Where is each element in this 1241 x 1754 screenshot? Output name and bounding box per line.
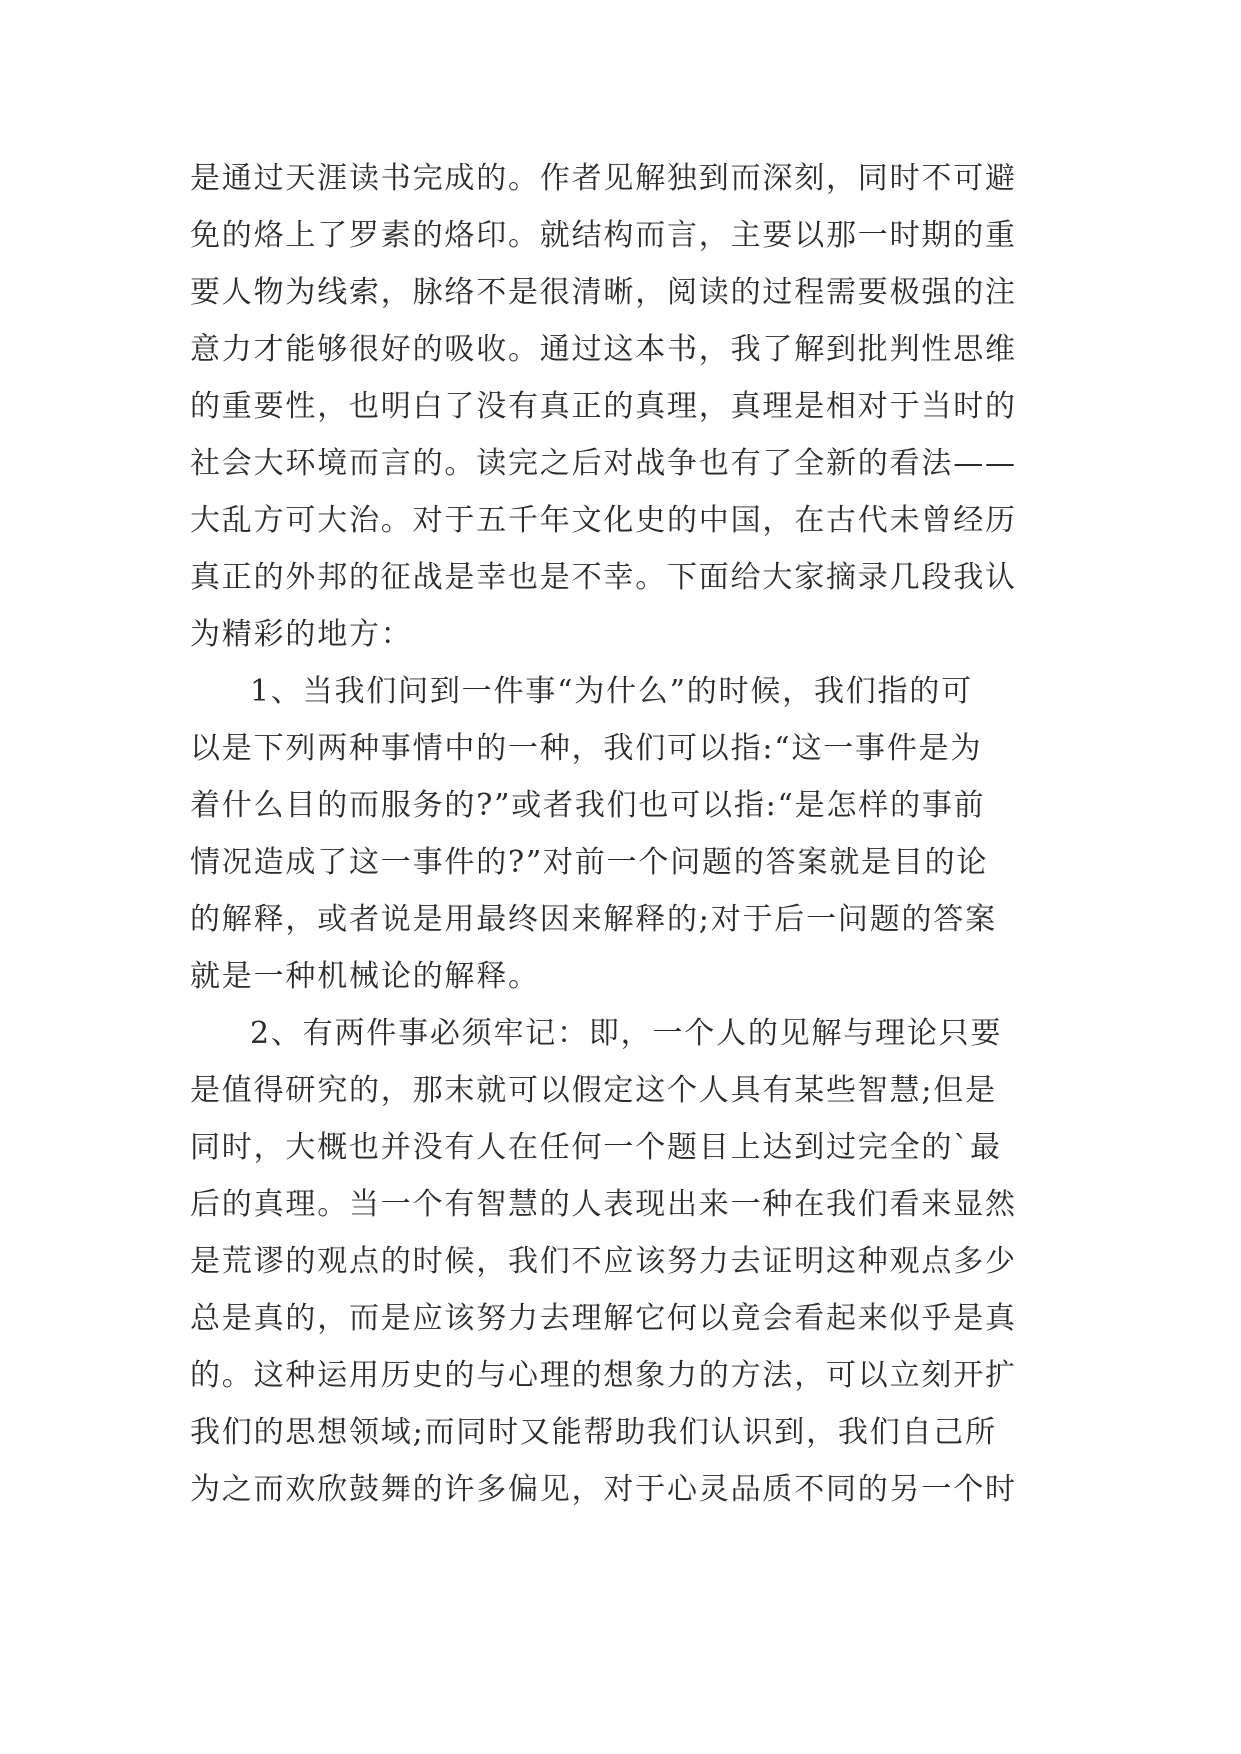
body-text bbox=[190, 150, 1050, 1518]
text-line: 我们的思想领域;而同时又能帮助我们认识到，我们自己所 bbox=[190, 1415, 997, 1450]
text-line: 为精彩的地方： bbox=[190, 617, 413, 652]
text-line: 是荒谬的观点的时候，我们不应该努力去证明这种观点多少 bbox=[190, 1244, 1017, 1279]
text-line: 同时，大概也并没有人在任何一个题目上达到过完全的`最 bbox=[190, 1130, 1002, 1165]
text-line: 是通过天涯读书完成的。作者见解独到而深刻，同时不可避 bbox=[190, 161, 1017, 196]
text-line: 为之而欢欣鼓舞的许多偏见，对于心灵品质不同的另一个时 bbox=[190, 1472, 1017, 1507]
paragraph-2-start: 2、有两件事必须牢记：即，一个人的见解与理论只要 bbox=[250, 1016, 1003, 1051]
text-line: 的。这种运用历史的与心理的想象力的方法，可以立刻开扩 bbox=[190, 1358, 1017, 1393]
text-line: 的解释，或者说是用最终因来解释的;对于后一问题的答案 bbox=[190, 902, 997, 937]
text-line: 是值得研究的，那末就可以假定这个人具有某些智慧;但是 bbox=[190, 1073, 997, 1108]
text-line: 后的真理。当一个有智慧的人表现出来一种在我们看来显然 bbox=[190, 1187, 1017, 1222]
text-line: 情况造成了这一事件的?”对前一个问题的答案就是目的论 bbox=[190, 845, 989, 880]
text-line: 以是下列两种事情中的一种，我们可以指:“这一事件是为 bbox=[190, 731, 983, 766]
text-line: 真正的外邦的征战是幸也是不幸。下面给大家摘录几段我认 bbox=[190, 560, 1017, 595]
text-line: 的重要性，也明白了没有真正的真理，真理是相对于当时的 bbox=[190, 389, 1017, 424]
paragraph-1-start: 1、当我们问到一件事“为什么”的时候，我们指的可 bbox=[250, 674, 973, 709]
text-line: 着什么目的而服务的?”或者我们也可以指:“是怎样的事前 bbox=[190, 788, 986, 823]
text-line: 大乱方可大治。对于五千年文化史的中国，在古代未曾经历 bbox=[190, 503, 1017, 538]
text-line: 总是真的，而是应该努力去理解它何以竟会看起来似乎是真 bbox=[190, 1301, 1017, 1336]
text-line: 就是一种机械论的解释。 bbox=[190, 959, 540, 994]
text-line: 意力才能够很好的吸收。通过这本书，我了解到批判性思维 bbox=[190, 332, 1017, 367]
text-line: 要人物为线索，脉络不是很清晰，阅读的过程需要极强的注 bbox=[190, 275, 1017, 310]
text-line: 免的烙上了罗素的烙印。就结构而言，主要以那一时期的重 bbox=[190, 218, 1017, 253]
text-line: 社会大环境而言的。读完之后对战争也有了全新的看法—— bbox=[190, 446, 1017, 481]
